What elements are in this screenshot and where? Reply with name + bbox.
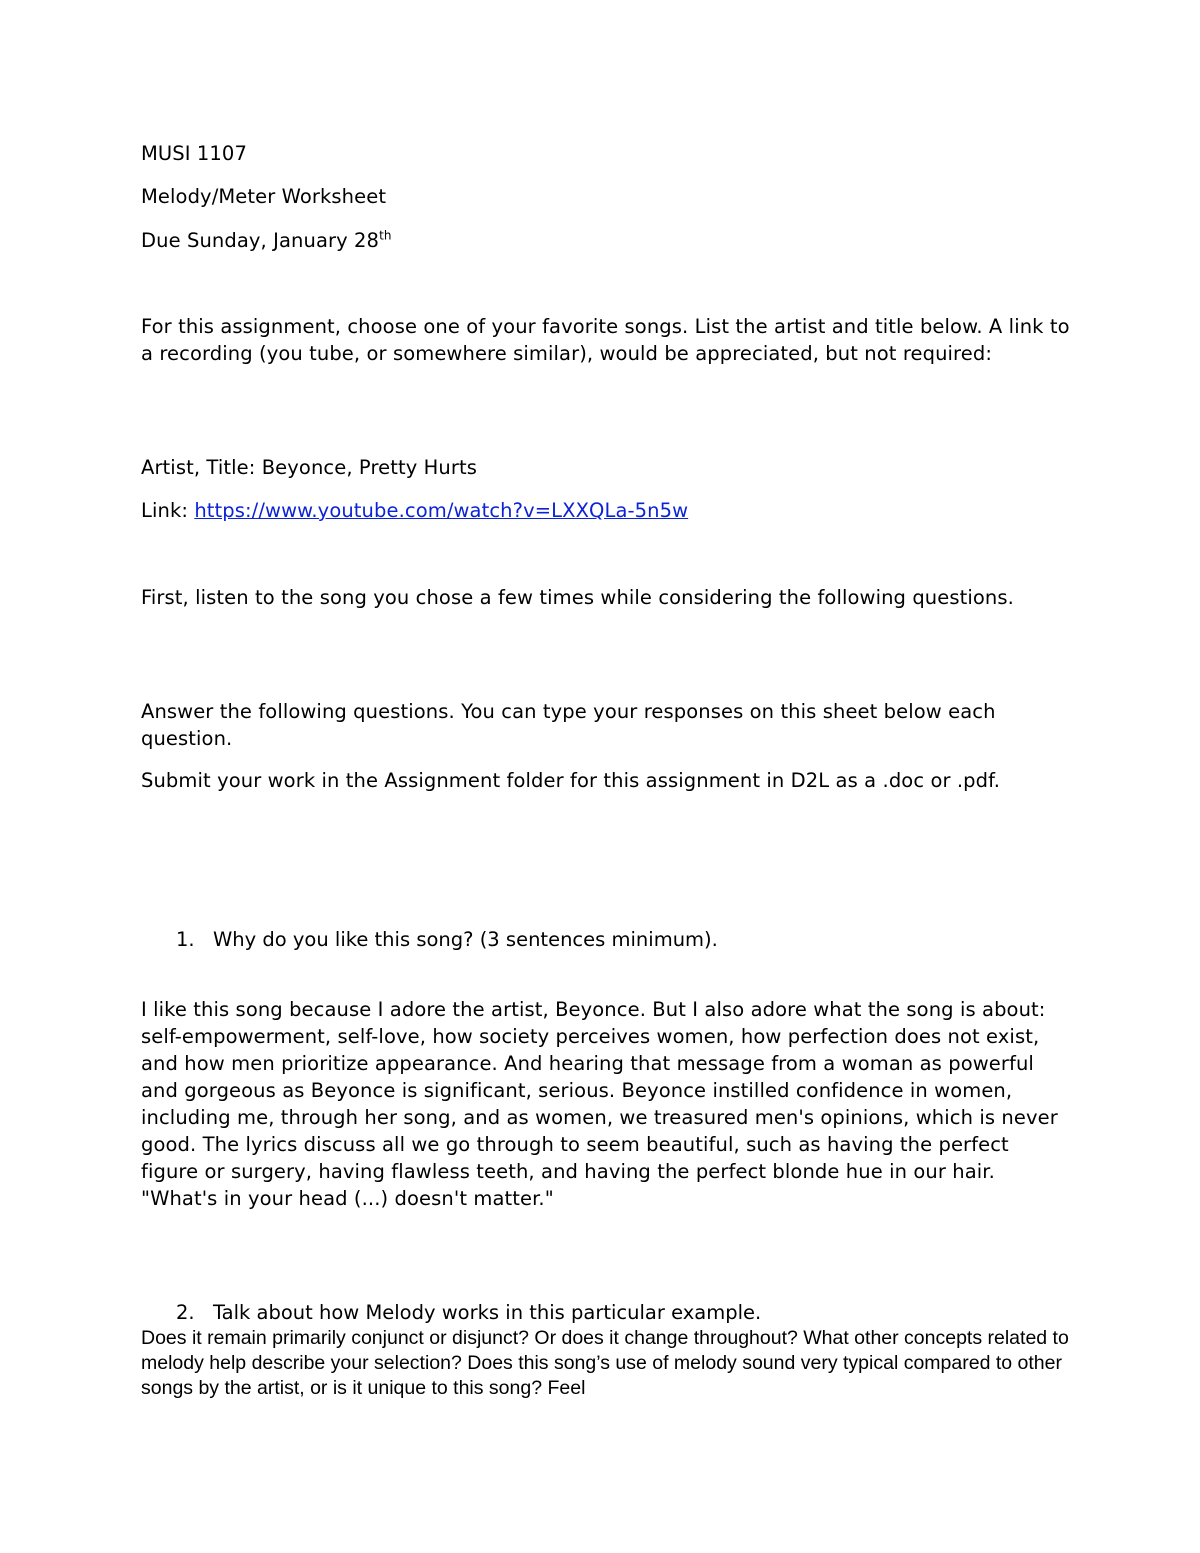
intro-paragraph: For this assignment, choose one of your favorite songs. List the artist and title below. A link to a recording (you tube, or somewhere similar), would be appreciated, but not required:	[141, 315, 1070, 365]
question-1-number: 1.	[176, 928, 195, 951]
question-2-number: 2.	[176, 1301, 195, 1324]
youtube-link[interactable]: https://www.youtube.com/watch?v=LXXQLa-5n5w	[194, 499, 689, 522]
question-2-text: Talk about how Melody works in this particular example.	[213, 1301, 762, 1324]
worksheet-title: Melody/Meter Worksheet	[141, 185, 387, 208]
submit-instruction: Submit your work in the Assignment folder for this assignment in D2L as a .doc or .pdf.	[141, 769, 1000, 792]
question-1-text: Why do you like this song? (3 sentences minimum).	[213, 928, 718, 951]
question-2-detail: Does it remain primarily conjunct or disjunct? Or does it change throughout? What other concepts related to melody help describe your selection? Does this song’s use of melody sound very typical compared to other songs by the artist, or is it unique to this song? Feel	[141, 1327, 1069, 1399]
artist-title-label: Artist, Title:	[141, 456, 256, 479]
due-date	[141, 227, 392, 254]
link-line	[141, 497, 688, 524]
answer-instruction: Answer the following questions. You can type your responses on this sheet below each question.	[141, 700, 996, 750]
question-1-answer: I like this song because I adore the artist, Beyonce. But I also adore what the song is about: self-empowerment, self-love, how society perceives women, how perfection does not exist, and how men prioritize appearance. And hearing that message from a woman as powerful and gorgeous as Beyonce is significant, serious. Beyonce instilled confidence in women, including me, through her song, and as women, we treasured men's opinions, which is never good. The lyrics discuss all we go through to seem beautiful, such as having the perfect figure or surgery, having flawless teeth, and having the perfect blonde hue in our hair. "What's in your head (...) doesn't matter."	[141, 998, 1058, 1210]
due-date-text: Due Sunday, January 28	[141, 229, 380, 252]
artist-title-value: Beyonce, Pretty Hurts	[261, 456, 477, 479]
course-code: MUSI 1107	[141, 142, 247, 165]
artist-title-line	[141, 454, 477, 481]
due-date-suffix: th	[379, 228, 392, 243]
listen-instruction: First, listen to the song you chose a few times while considering the following questions.	[141, 586, 1014, 609]
link-label: Link:	[141, 499, 189, 522]
